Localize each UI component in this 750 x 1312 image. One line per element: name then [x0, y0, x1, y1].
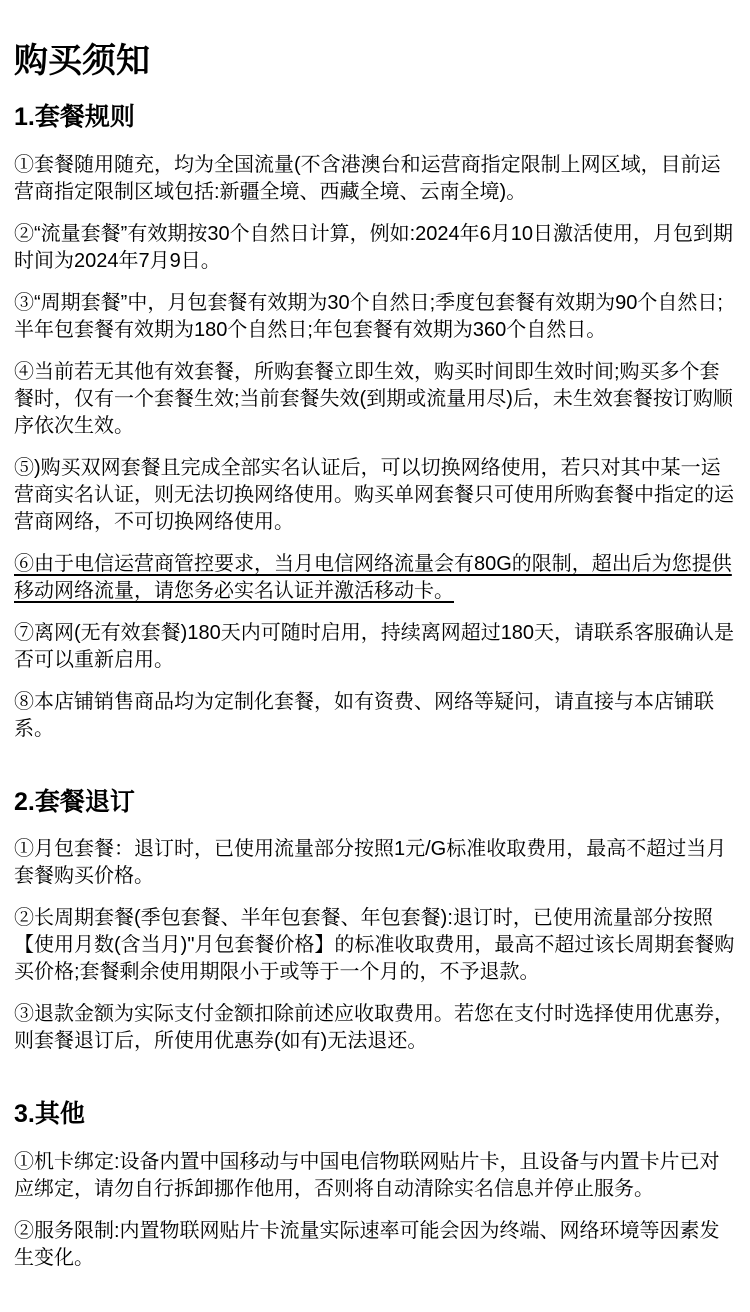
section-package-rules [14, 104, 736, 743]
notice-paragraph-refund-2: ②长周期套餐(季包套餐、半年包套餐、年包套餐):退订时，已使用流量部分按照【使用月数(含当月)"月包套餐价格】的标准收取费用，最高不超过该长周期套餐购买价格;套餐剩余使用期限小于或等于一个月的，不予退款。 [14, 907, 735, 984]
notice-paragraph-rules-8: ⑧本店铺销售商品均为定制化套餐，如有资费、网络等疑问，请直接与本店铺联系。 [14, 690, 714, 740]
notice-paragraph-refund-1: ①月包套餐：退订时，已使用流量部分按照1元/G标准收取费用，最高不超过当月套餐购买价格。 [14, 838, 727, 888]
section-other [14, 1101, 736, 1272]
notice-paragraph-other-1: ①机卡绑定:设备内置中国移动与中国电信物联网贴片卡，且设备与内置卡片已对应绑定，请勿自行拆卸挪作他用，否则将自动清除实名信息并停止服务。 [14, 1150, 720, 1200]
section-heading-other: 3.其他 [14, 1100, 85, 1129]
notice-paragraph-rules-4: ④当前若无其他有效套餐，所购套餐立即生效，购买时间即生效时间;购买多个套餐时，仅有一个套餐生效;当前套餐失效(到期或流量用尽)后，未生效套餐按订购顺序依次生效。 [14, 360, 733, 437]
section-heading-package-rules: 1.套餐规则 [14, 103, 135, 132]
section-package-refund [14, 789, 736, 1056]
section-heading-package-refund: 2.套餐退订 [14, 787, 135, 816]
notice-paragraph-rules-2: ②“流量套餐”有效期按30个自然日计算，例如:2024年6月10日激活使用，月包到期时间为2024年7月9日。 [14, 222, 733, 272]
notice-paragraph-rules-3: ③“周期套餐”中，月包套餐有效期为30个自然日;季度包套餐有效期为90个自然日;半年包套餐有效期为180个自然日;年包套餐有效期为360个自然日。 [14, 291, 723, 341]
notice-paragraph-refund-3: ③退款金额为实际支付金额扣除前述应收取费用。若您在支付时选择使用优惠券，则套餐退订后，所使用优惠券(如有)无法退还。 [14, 1003, 734, 1053]
notice-paragraph-other-2: ②服务限制:内置物联网贴片卡流量实际速率可能会因为终端、网络环境等因素发生变化。 [14, 1219, 720, 1269]
notice-paragraph-rules-7: ⑦离网(无有效套餐)180天内可随时启用，持续离网超过180天，请联系客服确认是否可以重新启用。 [14, 621, 735, 671]
page-title: 购买须知 [14, 42, 150, 80]
notice-paragraph-rules-5: ⑤)购买双网套餐且完成全部实名认证后，可以切换网络使用，若只对其中某一运营商实名认证，则无法切换网络使用。购买单网套餐只可使用所购套餐中指定的运营商网络，不可切换网络使用。 [14, 456, 734, 533]
notice-paragraph-rules-6-underlined: ⑥由于电信运营商管控要求，当月电信网络流量会有80G的限制，超出后为您提供移动网络流量，请您务必实名认证并激活移动卡。 [14, 552, 732, 602]
notice-paragraph-rules-1: ①套餐随用随充，均为全国流量(不含港澳台和运营商指定限制上网区域，目前运营商指定限制区域包括:新疆全境、西藏全境、云南全境)。 [14, 153, 721, 203]
